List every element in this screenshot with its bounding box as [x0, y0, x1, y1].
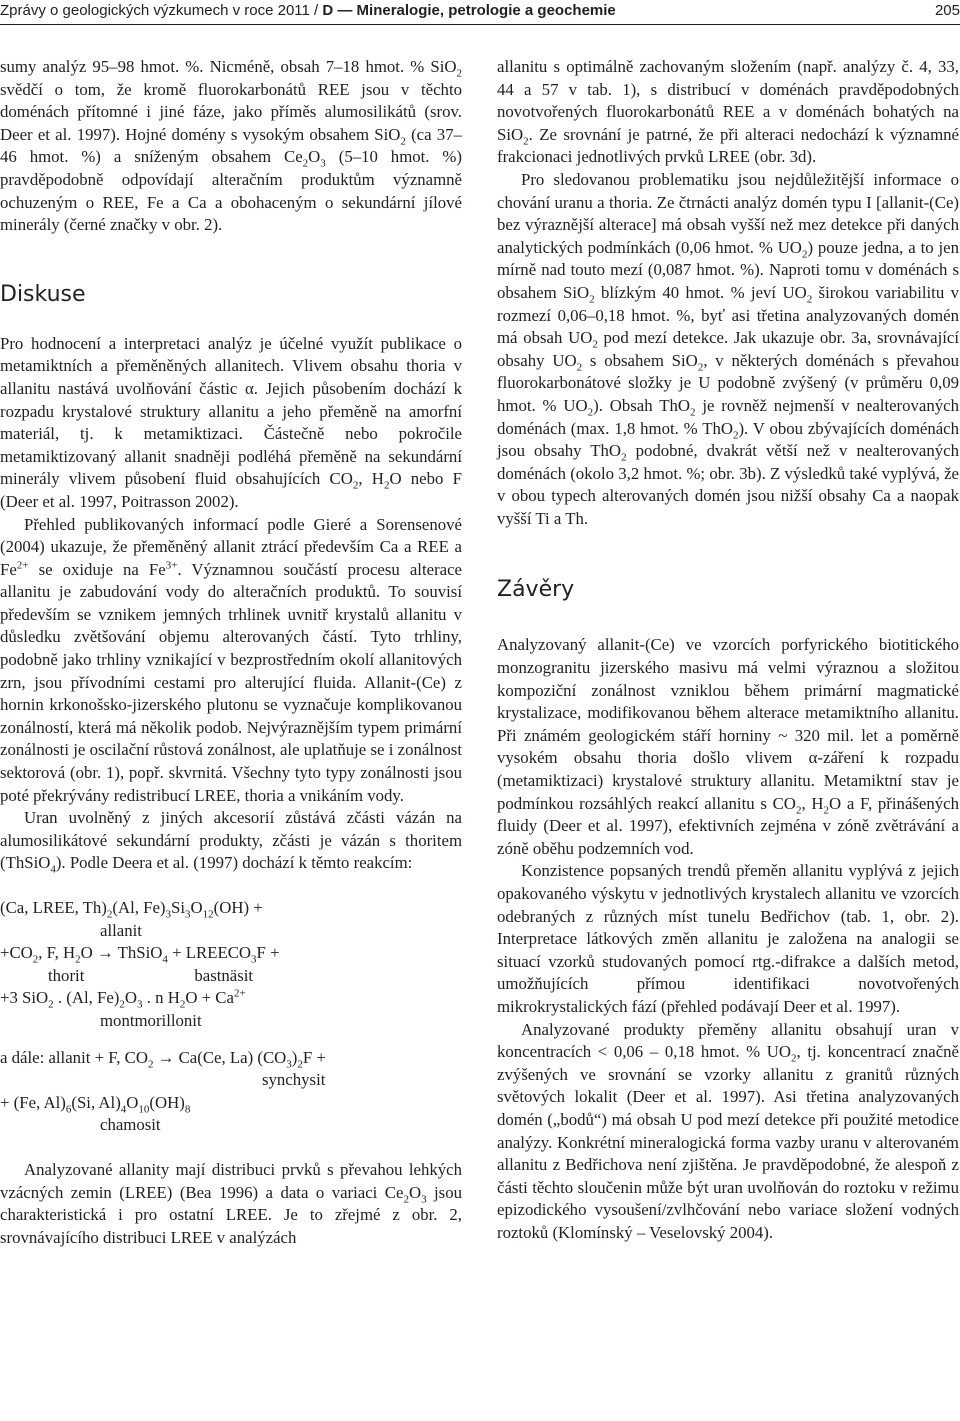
journal-name: Zprávy o geologických výzkumech v roce 2011 /: [0, 2, 323, 19]
right-column: [497, 56, 959, 1245]
paragraph: Analyzovaný allanit-(Ce) ve vzorcích porfyrického biotitického monzogranitu jizerského masivu má velmi výraznou a složitou kompoziční zonálnost vzniklou během primární magmatické krystalizace, modifikovanou během alterace metamiktního allanitu. Při známém geologickém stáří horniny ~ 320 mil. let a poměrně vysokém obsahu thoria došlo vlivem α-záření k rozpadu (metamiktizaci) krystalové struktury allanitu. Metamiktní stav je podmínkou rozsáhlých reakcí allanitu s $CO_2$, $H_2O$ a F, přinášených fluidy (Deer et al. 1997), efektivních zejména v zóně zvětrávání a zóně oběhu podzemních vod.: [497, 635, 959, 858]
equation-line: (Ca, LREE, $Th)_2(Al$, $Fe)_3Si_3O_{12}(OH)$ +: [0, 898, 263, 921]
paragraph: sumy analýz 95–98 hmot. %. Nicméně, obsah 7–18 hmot. % SiO$_2$ svědčí o tom, že kromě fluorokarbonátů REE jsou v těchto doménách přítomné i jiné fáze, jako příměs alumosilikátů (srov. Deer et al. 1997). Hojné domény s vysokým obsahem SiO$_2$ (ca 37–46 hmot. %) a sníženým obsahem $Ce_2O_3$ (5–10 hmot. %) pravděpodobně odpovídají alteračním produktům významně ochuzeným o REE, Fe a Ca a obohaceným o sekundární jílové minerály (černé značky v obr. 2).: [0, 57, 462, 235]
page-number: 205: [934, 2, 960, 19]
paragraph: Pro hodnocení a interpretaci analýz je účelné využít publikace o metamiktních a přeměněných allanitech. Vlivem obsahu thoria v allanitu nastává uvolňování částic α. Jejich působením dochází k rozpadu krystalové struktury allanitu a jeho přeměně na amorfní materiál, tj. k metamiktizaci. Částečně nebo pokročile metamiktizovaný allanit snadněji podléhá přeměně na sekundární minerály vlivem působení fluid obsahujících $CO_2$, $H_2O$ nebo F (Deer et al. 1997, Poitrasson 2002).: [0, 333, 462, 511]
section-name: D — Mineralogie, petrologie a geochemie: [322, 2, 616, 19]
paragraph: Pro sledovanou problematiku jsou nejdůležitější informace o chování uranu a thoria. Ze čtrnácti analýz domén typu I [allanit-(Ce) bez výraznější alterace] má obsah vyšší než mez detekce při daných analytických podmínkách (0,06 hmot. % $UO_2$) pouze jedna, a to jen mírně nad touto mezí (0,087 hmot. %). Naproti tomu v doménách s obsahem SiO$_2$ blízkým 40 hmot. % jeví $UO_2$ širokou variabilitu v rozmezí 0,06–0,18 hmot. %, byť asi třetina analyzovaných domén má obsah $UO_2$ pod mezí detekce. Jak ukazuje obr. 3a, srovnávající obsahy $UO_2$ s obsahem SiO$_2$, v některých doménách s převahou fluorokarbonátové složky je U podobně zvýšený (v průměru 0,09 hmot. % $UO_2$). Obsah ThO$_2$ je rovněž nejmenší v nealterovaných doménách (max. 1,8 hmot. % ThO$_2$). V obou zbývajících doménách jsou obsahy ThO$_2$ podobné, dvakrát větší než v nealterovaných doménách (okolo 3,2 hmot. %; obr. 3b). Z výsledků také vyplývá, že v obou typech alterovaných domén jsou nižší obsahy Ca a naopak vyšší Ti a Th.: [497, 169, 960, 528]
mineral-label: chamosit: [100, 1115, 161, 1135]
mineral-label: synchysit: [262, 1070, 326, 1090]
mineral-label: montmorillonit: [100, 1010, 202, 1030]
section-heading-diskuse: Diskuse: [0, 281, 86, 307]
mineral-label: thorit bastnäsit: [48, 965, 254, 985]
paragraph: Konzistence popsaných trendů přeměn allanitu vyplývá z jejich opakovaného výskytu v jednotlivých krystalech allanitu ve vzorcích odebraných z různých míst tunelu Bedřichov (tab. 1, obr. 2). Interpretace látkových změn allanitu je založena na analogii se situací vzorků studovaných pomocí rtg.-difrakce a dalších metod, umožňujících přímou identifikaci novotvořených mikrokrystalických fází (přehled podávají Deer et al. 1997).: [497, 861, 959, 1016]
journal-title: [0, 0, 616, 22]
equation-line: a dále: allanit + F, $CO_2 \to Ca(Ce$, La) $(CO_3)_2F$ +: [0, 1047, 326, 1070]
paragraph: allanitu s optimálně zachovaným složením (např. analýzy č. 4, 33, 44 a 57 v tab. 1), s distribucí v doménách pravděpodobných novotvořených fluorokarbonátů REE a v doménách bohatých na SiO$_2$. Ze srovnání je patrné, že při alteraci nedochází k významné frakcionaci jednotlivých prvků LREE (obr. 3d).: [497, 57, 959, 167]
paragraph: Přehled publikovaných informací podle Gieré a Sorensenové (2004) ukazuje, že přeměněný allanit ztrácí především Ca a REE a $Fe^{2+}$ se oxiduje na $Fe^{3+}$. Významnou součástí procesu alterace allanitu je zabudování vody do alteračních produktů. To souvisí především se vznikem jemných trhlinek uvnitř krystalů allanitu v důsledku zvětšování objemu alterovaných částí. Tyto trhliny, podobně jako trhliny vznikající v bezprostředním okolí allanitových zrn, jsou přívodními cestami pro alterující fluida. Allanit-(Ce) z hornin krkonošsko-jizerského plutonu se vyznačuje komplikovanou zonálností, která má několik podob. Nejvýraznějším typem primární zonálnosti je oscilační růstová zonálnost, ale uplatňuje se i zonálnost sektorová (obr. 1), popř. skvrnitá. Všechny tyto typy zonálnosti jsou poté překrývány redistribucí LREE, thoria a vnikáním vody.: [0, 514, 462, 805]
running-header: [0, 0, 960, 25]
left-column: [0, 56, 462, 1249]
paragraph: Analyzované allanity mají distribuci prvků s převahou lehkých vzácných zemin (LREE) (Bea 1996) a data o variaci $Ce_2O_3$ jsou charakteristická i pro ostatní LREE. Je to zřejmé z obr. 2, srovnávajícího distribuci LREE v analýzách: [0, 1159, 462, 1247]
paragraph: Uran uvolněný z jiných akcesorií zůstává zčásti vázán na alumosilikátové sekundární produkty, zčásti je vázán s thoritem (ThSiO$_4$). Podle Deera et al. (1997) dochází k těmto reakcím:: [0, 808, 462, 876]
equation-line: +3 SiO$_2$ . (Al, $Fe)_2O_3$ . n $H_2O + Ca^{2+}$: [0, 987, 246, 1011]
paragraph: Analyzované produkty přeměny allanitu obsahují uran v koncentracích < 0,06 – 0,18 hmot. % $UO_2$, tj. koncentrací značně zvýšených ve srovnání se vzorky allanitu z granitů různých světových lokalit (Deer et al. 1997). Asi třetina analyzovaných domén („bodů“) má obsah U pod mezí detekce při použité metodice analýzy. Konkrétní mineralogická forma vazby uranu v alterovaném allanitu z Bedřichova není zjištěna. Je pravděpodobné, že alespoň z části těchto sloučenin může být uran uvolňován do roztoku v režimu epizodického vysoušení/zvlhčování nebo variace složení vodných roztoků (Klomínský – Veselovský 2004).: [497, 1019, 959, 1242]
equation-line: + (Fe, $Al)_6(Si$, $Al)_4O_{10}(OH)_8$: [0, 1092, 191, 1116]
reaction-equations: [0, 897, 462, 1137]
mineral-label: allanit: [100, 920, 142, 940]
section-heading-zavery: Závěry: [497, 577, 575, 603]
equation-line: $+CO_2$, F, $H_2O$ → ThSiO$_4$ + $LREECO_3F$ +: [0, 943, 280, 966]
